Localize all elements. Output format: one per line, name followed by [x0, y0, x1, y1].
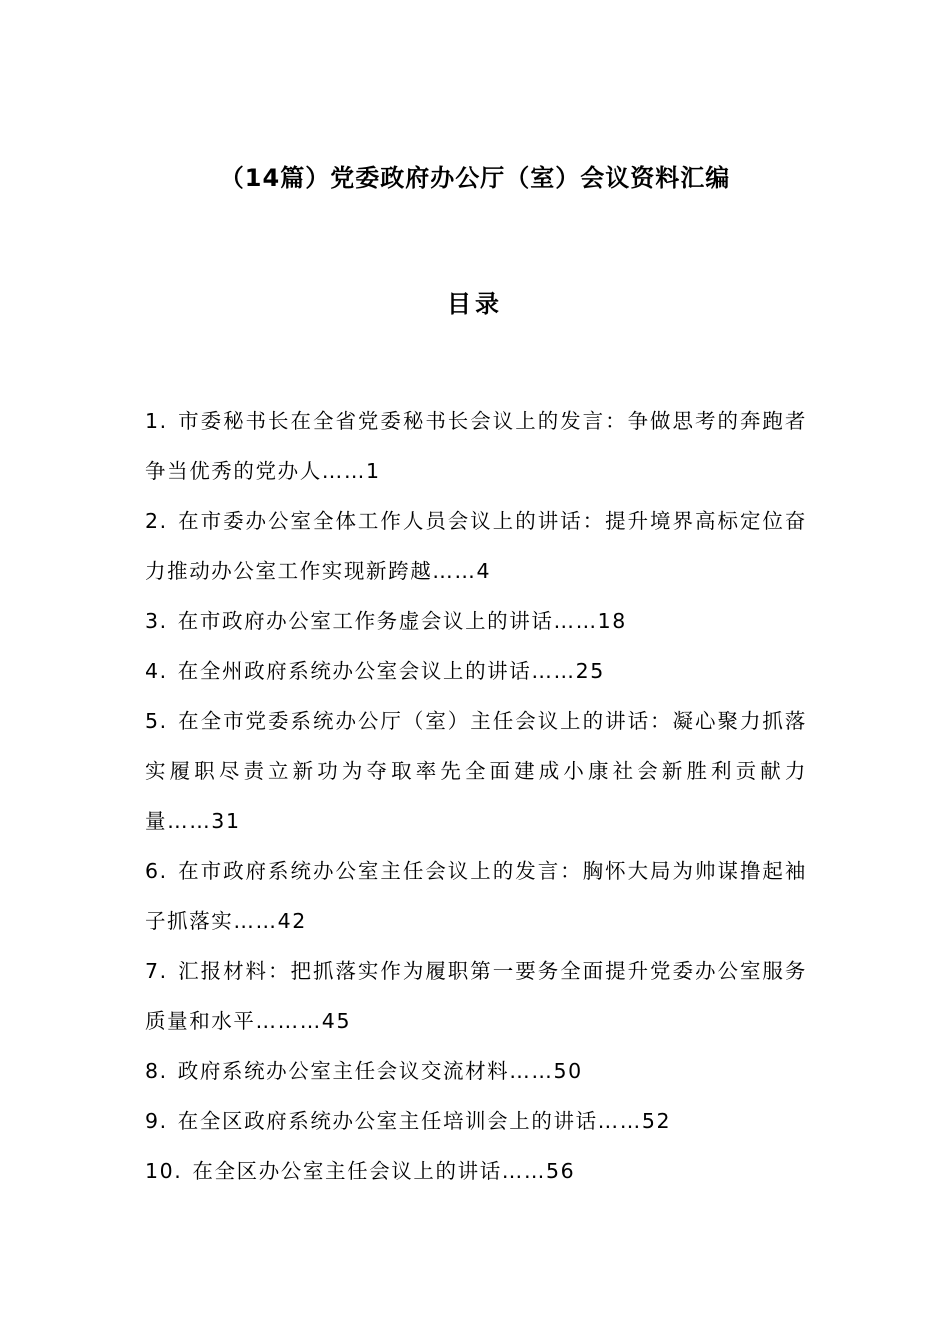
toc-entry-text: 在全州政府系统办公室会议上的讲话……25: [177, 659, 605, 683]
toc-entry[interactable]: [145, 1046, 807, 1096]
toc-entry-number: 5.: [145, 709, 168, 733]
toc-entry-number: 2.: [145, 509, 168, 533]
toc-entry-text: 在市委办公室全体工作人员会议上的讲话：提升境界高标定位奋力推动办公室工作实现新跨越……4: [145, 509, 807, 583]
toc-entry-number: 7.: [145, 959, 168, 983]
toc-entry-text: 在全区政府系统办公室主任培训会上的讲话……52: [177, 1109, 672, 1133]
toc-entry[interactable]: [145, 396, 807, 496]
toc-entry[interactable]: [145, 496, 807, 596]
toc-entry[interactable]: [145, 1096, 807, 1146]
toc-entry[interactable]: [145, 646, 807, 696]
toc-entry[interactable]: [145, 946, 807, 1046]
toc-entry-number: 10.: [145, 1159, 183, 1183]
toc-entry-number: 4.: [145, 659, 168, 683]
toc-entry-text: 在全区办公室主任会议上的讲话……56: [192, 1159, 576, 1183]
toc-heading: 目录: [447, 290, 503, 318]
toc-entry[interactable]: [145, 696, 807, 846]
toc-entry-number: 9.: [145, 1109, 168, 1133]
toc-entry-text: 市委秘书长在全省党委秘书长会议上的发言：争做思考的奔跑者争当优秀的党办人……1: [145, 409, 807, 483]
toc-entry[interactable]: [145, 596, 807, 646]
table-of-contents: [145, 396, 807, 1196]
toc-entry-text: 汇报材料：把抓落实作为履职第一要务全面提升党委办公室服务质量和水平………45: [145, 959, 807, 1033]
toc-entry-number: 6.: [145, 859, 168, 883]
toc-entry-text: 政府系统办公室主任会议交流材料……50: [177, 1059, 583, 1083]
toc-entry-number: 8.: [145, 1059, 168, 1083]
toc-entry[interactable]: [145, 1146, 807, 1196]
document-title: （14篇）党委政府办公厅（室）会议资料汇编: [219, 164, 731, 192]
toc-entry-text: 在全市党委系统办公厅（室）主任会议上的讲话：凝心聚力抓落实履职尽责立新功为夺取率先全面建成小康社会新胜利贡献力量……31: [145, 709, 807, 833]
toc-entry-number: 1.: [145, 409, 168, 433]
toc-entry-number: 3.: [145, 609, 168, 633]
toc-entry[interactable]: [145, 846, 807, 946]
toc-entry-text: 在市政府办公室工作务虚会议上的讲话……18: [177, 609, 627, 633]
toc-entry-text: 在市政府系统办公室主任会议上的发言：胸怀大局为帅谋撸起袖子抓落实……42: [145, 859, 807, 933]
